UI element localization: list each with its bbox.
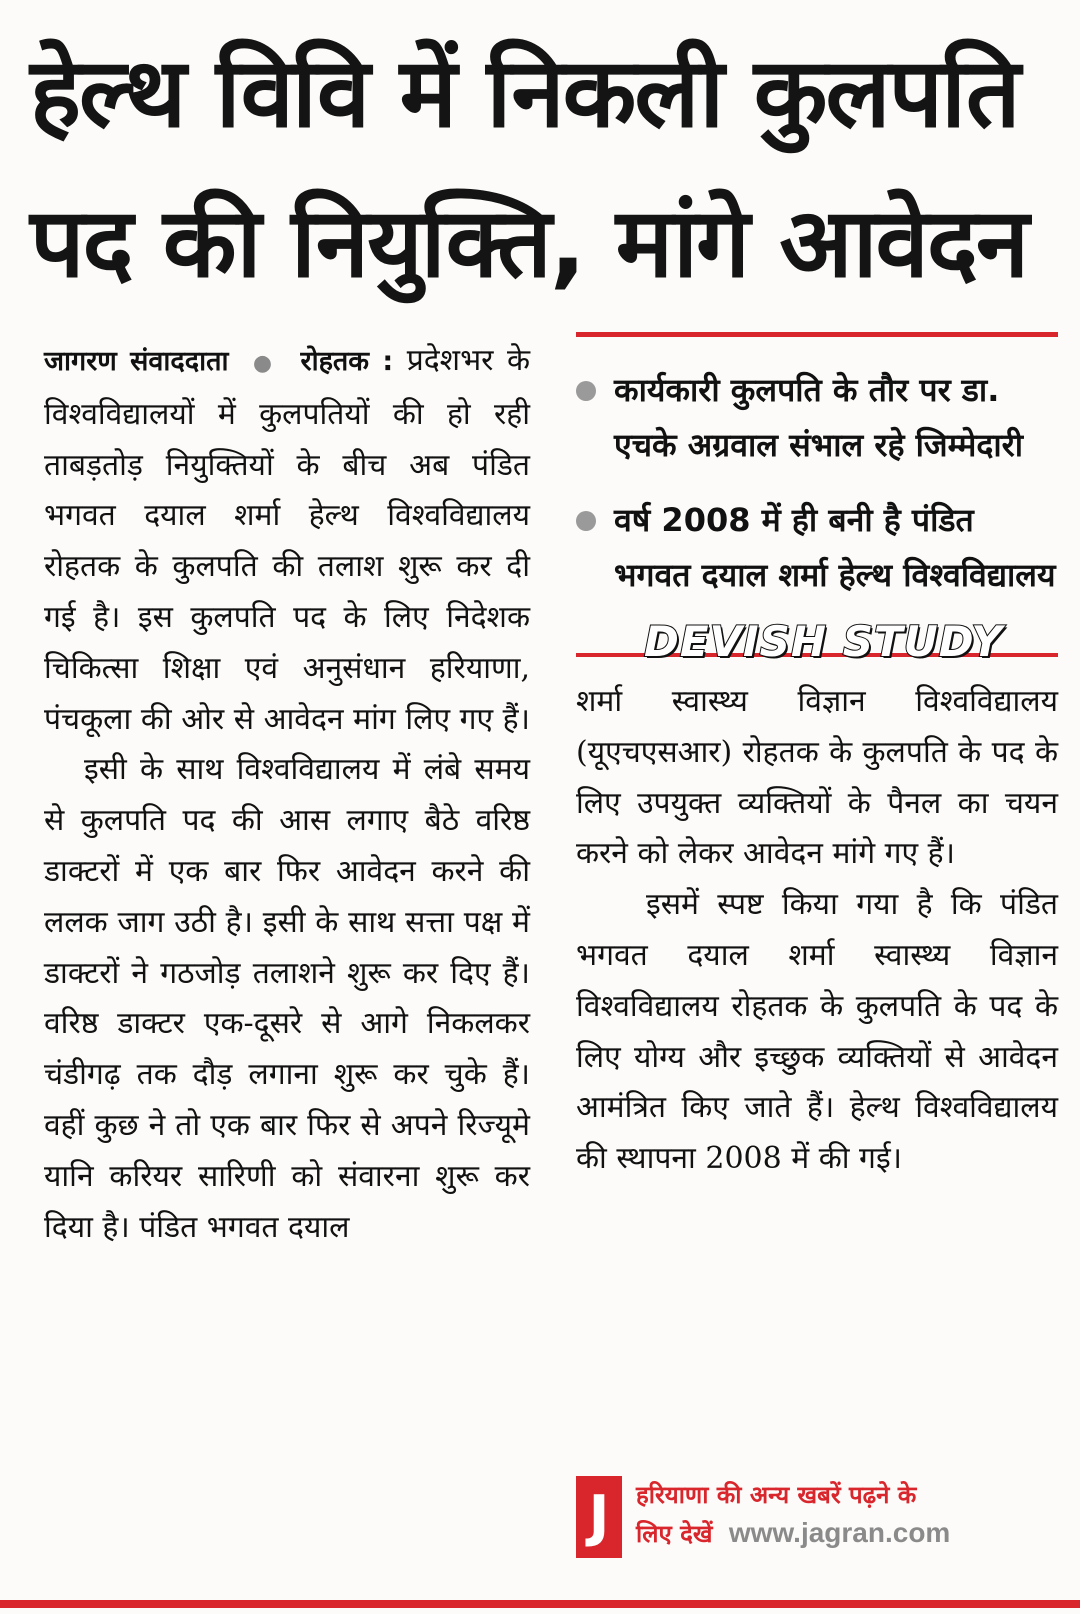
watermark-row (576, 617, 1058, 666)
promo-line-1: हरियाणा की अन्य खबरें पढ़ने के (636, 1481, 917, 1509)
headline-line-1: हेल्थ विवि में निकली कुलपति (30, 37, 1019, 149)
promo-text (636, 1476, 950, 1553)
promo-line-2: लिए देखें (636, 1520, 713, 1548)
watermark: DEVISH STUDY (644, 617, 1003, 666)
jagran-logo-icon: J (576, 1476, 622, 1558)
right-body (576, 677, 1058, 1185)
left-paragraph-2 (44, 745, 530, 1253)
highlight-item (576, 363, 1058, 473)
highlight-text: वर्ष 2008 में ही बनी है पंडित भगवत दयाल शर्मा हेल्थ विश्वविद्यालय (614, 501, 1056, 594)
headline (30, 18, 1060, 318)
right-paragraph-2 (576, 880, 1058, 1185)
right-column (576, 332, 1058, 1185)
right-paragraph-1: शर्मा स्वास्थ्य विज्ञान विश्वविद्यालय (यूएचएसआर) रोहतक के कुलपति के पद के लिए उपयुक्त व्यक्तियों के पैनल का चयन करने को लेकर आवेदन मांगे गए हैं। (576, 684, 1058, 872)
bullet-icon (576, 511, 596, 531)
page-bottom-rule (0, 1600, 1080, 1608)
left-paragraph-1-text: प्रदेशभर के विश्वविद्यालयों में कुलपतियों की हो रही ताबड़तोड़ नियुक्तियों के बीच अब पंडित भगवत दयाल शर्मा हेल्थ विश्वविद्यालय रोहतक के कुलपति की तलाश शुरू कर दी गई है। इस कुलपति पद के लिए निदेशक चिकित्सा शिक्षा एवं अनुसंधान हरियाणा, पंचकूला की ओर से आवेदन मांग लिए गए हैं। (44, 343, 530, 737)
highlight-item (576, 493, 1058, 603)
promo-site-link[interactable]: www.jagran.com (728, 1517, 951, 1548)
highlights-box (576, 337, 1058, 603)
left-column (44, 336, 530, 1253)
headline-line-2: पद की नियुक्ति, मांगे आवेदन (30, 187, 1028, 299)
byline-location: रोहतक : (300, 346, 394, 377)
left-paragraph-2-text: इसी के साथ विश्वविद्यालय में लंबे समय से कुलपति पद की आस लगाए बैठे वरिष्ठ डाक्टरों में एक बार फिर आवेदन करने की ललक जाग उठी है। इसी के साथ सत्ता पक्ष में डाक्टरों ने गठजोड़ तलाशने शुरू कर दिए हैं। वरिष्ठ डाक्टर एक-दूसरे से आगे निकलकर चंडीगढ़ तक दौड़ लगाना शुरू कर चुके हैं। वहीं कुछ ने तो एक बार फिर से अपने रिज्यूमे यानि करियर सारिणी को संवारना शुरू कर दिया है। पंडित भगवत दयाल (44, 752, 530, 1245)
byline-agency: जागरण संवाददाता (44, 346, 229, 377)
left-paragraph-1 (44, 336, 530, 745)
highlight-text: कार्यकारी कुलपति के तौर पर डा. एचके अग्रवाल संभाल रहे जिम्मेदारी (614, 371, 1024, 464)
byline-dot-icon: ● (241, 351, 288, 376)
bullet-icon (576, 381, 596, 401)
jagran-promo (576, 1476, 1058, 1558)
right-paragraph-2-text: इसमें स्पष्ट किया गया है कि पंडित भगवत दयाल शर्मा स्वास्थ्य विज्ञान विश्वविद्यालय रोहतक के कुलपति के पद के लिए योग्य और इच्छुक व्यक्तियों से आवेदन आमंत्रित किए जाते हैं। हेल्थ विश्वविद्यालय की स्थापना 2008 में की गई। (576, 887, 1058, 1177)
